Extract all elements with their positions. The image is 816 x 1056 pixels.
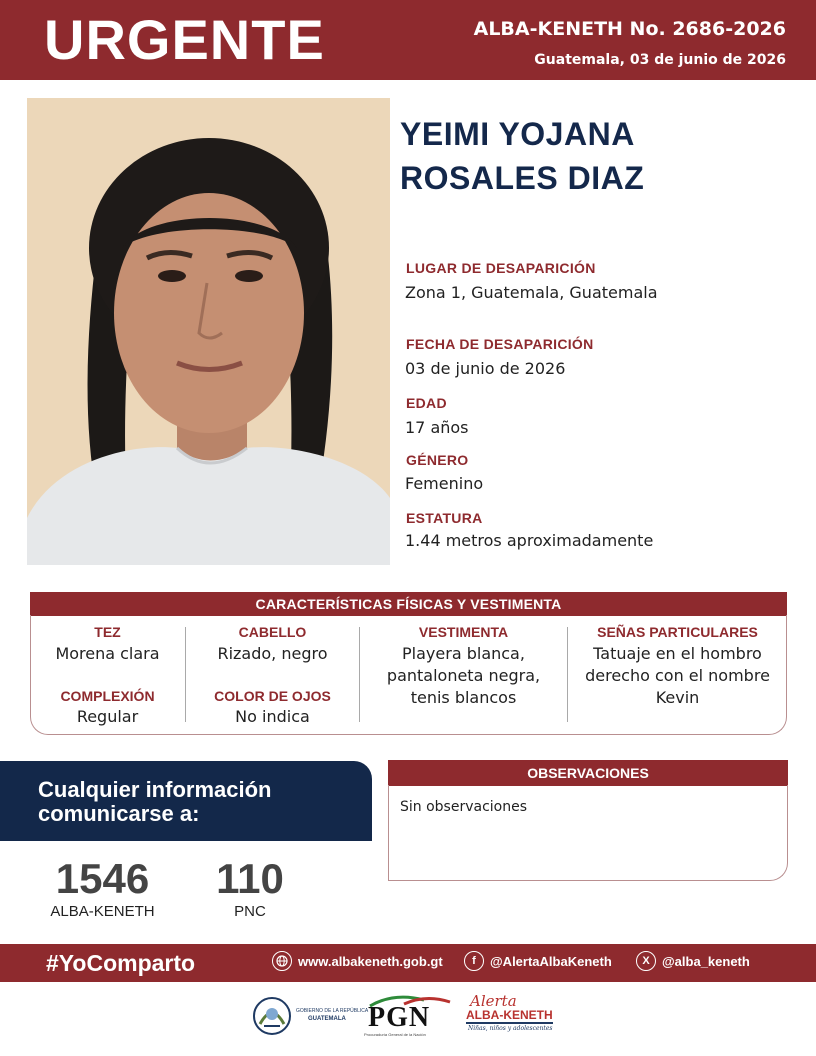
ojos-label: COLOR DE OJOS [214,688,331,704]
globe-icon [272,951,292,971]
pgn-logo [364,994,454,1040]
gov-line-2: GUATEMALA [308,1016,346,1022]
complexion-label: COMPLEXIÓN [60,688,155,704]
alba-text: ALBA-KENETH [466,1008,553,1022]
facebook-icon: f [464,951,484,971]
vestimenta-label: VESTIMENTA [418,624,509,640]
tez-label: TEZ [94,624,121,640]
cabello-label: CABELLO [238,624,307,640]
alba-keneth-logo [466,992,553,1040]
ojos-value: No indica [235,707,310,726]
website-text: www.albakeneth.gob.gt [298,953,443,969]
edad-label: EDAD [406,395,447,411]
estatura-label: ESTATURA [406,510,483,526]
genero-value: Femenino [405,474,484,493]
facebook-link[interactable] [464,951,612,971]
alba-keneth-label: ALBA-KENETH [50,903,155,920]
person-name [400,112,800,200]
estatura-value: 1.44 metros aproximadamente [405,531,654,550]
facebook-text: @AlertaAlbaKeneth [490,953,612,969]
alerta-text: Alerta [470,992,517,1010]
observations-text: Sin observaciones [400,799,528,815]
tez-value: Morena clara [55,644,160,663]
senas-value: Tatuaje en el hombro derecho con el nombre Kevin [585,644,770,707]
senas-label: SEÑAS PARTICULARES [597,624,758,640]
x-link[interactable] [636,951,750,971]
government-logo [250,994,369,1040]
name-line-2: ROSALES DIAZ [400,160,645,196]
alba-subtitle: Niñas, niños y adolescentes [468,1025,553,1032]
vestimenta-value: Playera blanca, pantaloneta negra, tenis blancos [386,644,541,707]
fecha-label: FECHA DE DESAPARICIÓN [406,336,594,352]
case-number: ALBA-KENETH No. 2686-2026 [473,18,786,40]
observations-header: OBSERVACIONES [388,760,788,786]
gov-line-1: GOBIERNO DE LA REPÚBLICA [296,1008,369,1014]
fecha-value: 03 de junio de 2026 [405,359,566,378]
person-photo [27,98,390,565]
genero-label: GÉNERO [406,452,469,468]
case-date: Guatemala, 03 de junio de 2026 [534,52,786,68]
column-divider [359,627,360,722]
x-text: @alba_keneth [662,953,750,969]
pgn-subtitle: Procuraduría General de la Nación [364,1032,426,1037]
lugar-label: LUGAR DE DESAPARICIÓN [406,260,596,276]
traits-header: CARACTERÍSTICAS FÍSICAS Y VESTIMENTA [30,592,787,616]
urgent-title: URGENTE [44,8,325,71]
website-link[interactable] [272,951,443,971]
x-icon: X [636,951,656,971]
cabello-value: Rizado, negro [217,644,328,663]
alba-keneth-number: 1546 [55,855,150,902]
contact-text: Cualquier información comunicarse a: [38,777,272,826]
edad-value: 17 años [405,418,469,437]
name-line-1: YEIMI YOJANA [400,116,635,152]
column-divider [567,627,568,722]
hashtag: #YoComparto [46,950,196,976]
pnc-label: PNC [234,903,266,920]
pnc-number: 110 [216,855,284,902]
lugar-value: Zona 1, Guatemala, Guatemala [405,283,658,302]
complexion-value: Regular [76,707,139,726]
pgn-text: PGN [368,1002,431,1033]
